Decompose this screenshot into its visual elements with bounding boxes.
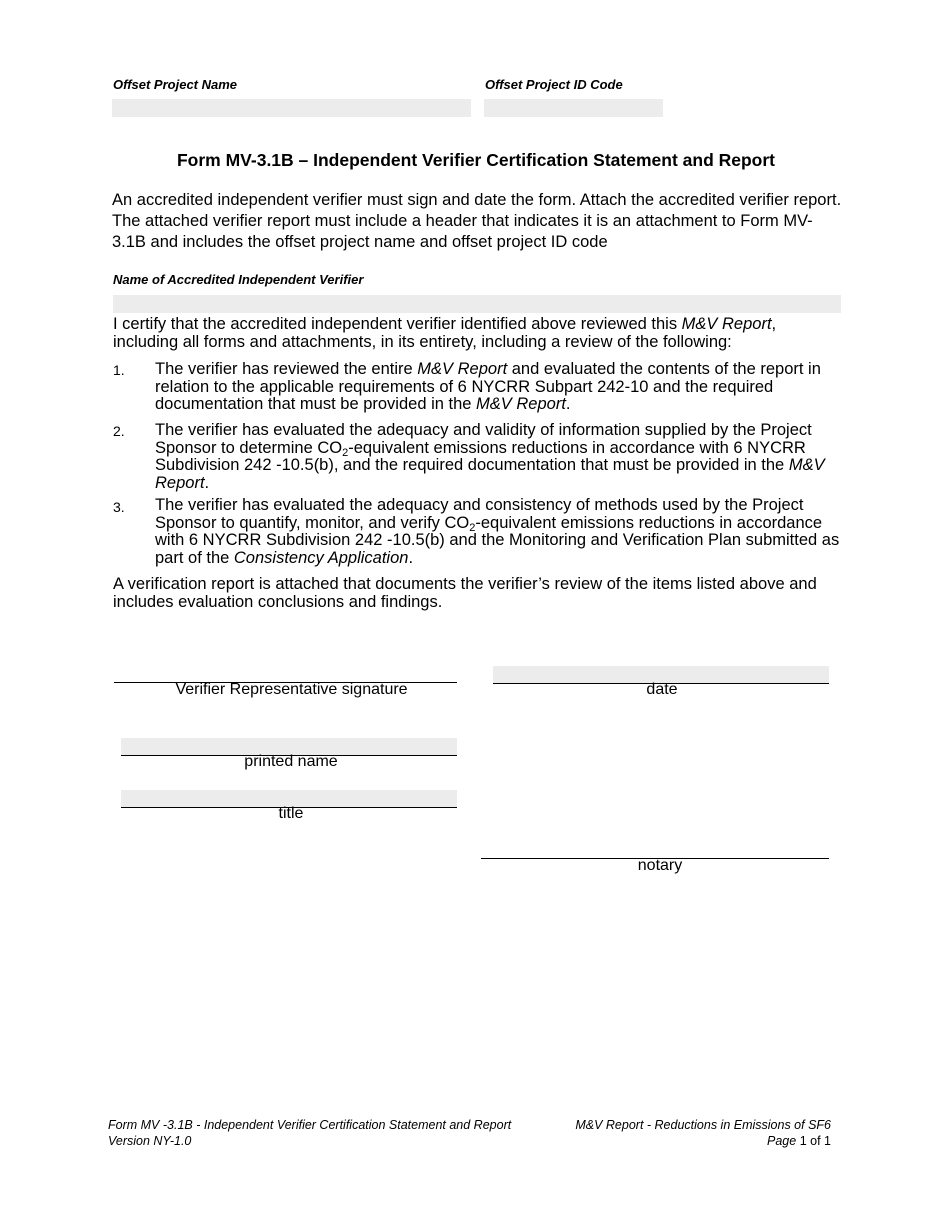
- notary-label: notary: [637, 857, 683, 874]
- notary-field[interactable]: [481, 825, 829, 858]
- verifier-name-label: Name of Accredited Independent Verifier: [113, 272, 364, 287]
- footer-left: [108, 1117, 511, 1149]
- date-label: date: [646, 681, 678, 698]
- footer-form-name: Form MV -3.1B - Independent Verifier Certification Statement and Report: [108, 1118, 512, 1132]
- list-number-2: 2.: [113, 423, 125, 439]
- form-title: Form MV-3.1B – Independent Verifier Certification Statement and Report: [176, 150, 776, 170]
- title-label: title: [278, 805, 304, 822]
- certify-statement: I certify that the accredited independent verifier identified above reviewed this M&V Report, including all forms and attachments, in its entirety, including a review of the following:: [113, 315, 777, 351]
- footer-page-number: Page 1 of 1: [767, 1134, 831, 1148]
- list-number-3: 3.: [113, 499, 125, 515]
- form-intro: An accredited independent verifier must sign and date the form. Attach the accredited verifier report. The attached verifier report must include a header that indicates it is an attachment to Form MV-3.1B and includes the offset project name and offset project ID code: [112, 191, 842, 251]
- signature-label: Verifier Representative signature: [175, 681, 408, 698]
- signature-field[interactable]: [114, 650, 457, 682]
- footer-version: Version NY-1.0: [108, 1134, 192, 1148]
- project-id-field[interactable]: [484, 99, 663, 117]
- project-name-field[interactable]: [112, 99, 471, 117]
- project-id-label: Offset Project ID Code: [485, 77, 623, 92]
- verifier-name-field[interactable]: [113, 295, 841, 313]
- list-number-1: 1.: [113, 362, 125, 378]
- footer-report-name: M&V Report - Reductions in Emissions of SF6: [575, 1118, 831, 1132]
- list-item-2: The verifier has evaluated the adequacy and validity of information supplied by the Project Sponsor to determine $CO_2$-equivalent emissions reductions in accordance with 6 NYCRR Subdivision 242 -10.5(b), and the required documentation that must be provided in the M&V Report.: [155, 421, 825, 492]
- project-name-label: Offset Project Name: [113, 77, 238, 92]
- list-item-3: The verifier has evaluated the adequacy and consistency of methods used by the Project Sponsor to quantify, monitor, and verify $CO_2$-equivalent emissions reductions in accordance with 6 NYCRR Subdivision 242 -10.5(b) and the Monitoring and Verification Plan submitted as part of the Consistency Application.: [155, 496, 840, 567]
- printed-name-label: printed name: [244, 753, 338, 770]
- footer-right: [575, 1117, 831, 1149]
- list-item-1: The verifier has reviewed the entire M&V Report and evaluated the contents of the report in relation to the applicable requirements of 6 NYCRR Subpart 242-10 and the required documentation that must be provided in the M&V Report.: [155, 360, 821, 413]
- closing-statement: A verification report is attached that documents the verifier’s review of the items listed above and includes evaluation conclusions and findings.: [113, 575, 817, 611]
